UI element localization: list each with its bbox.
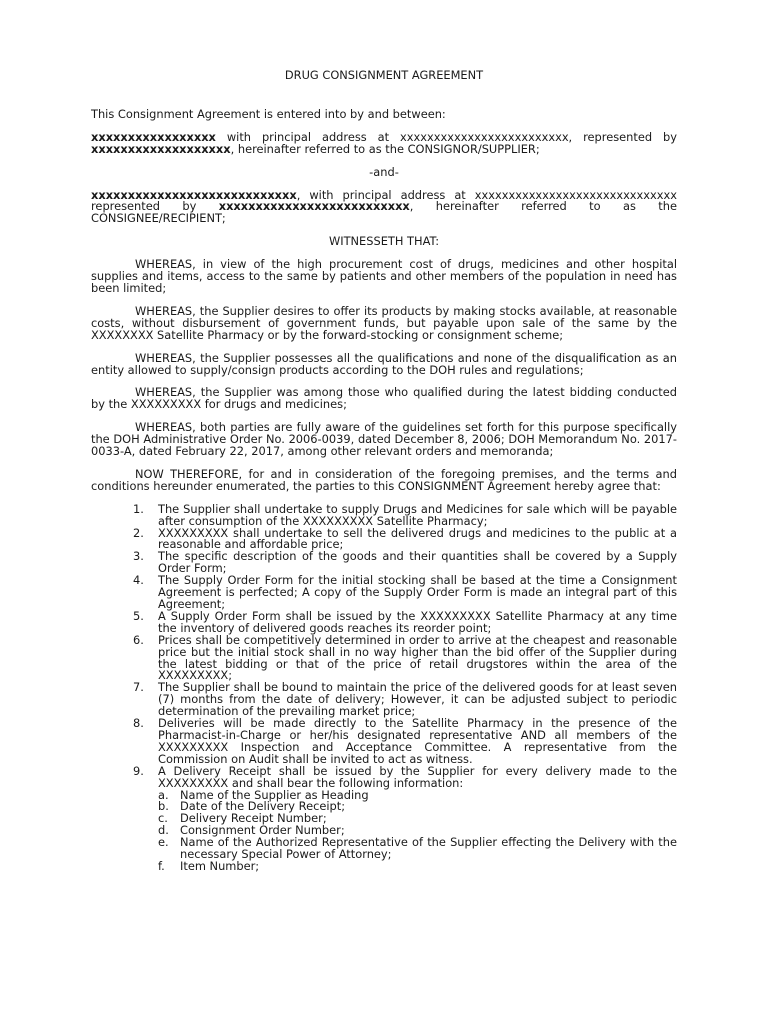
receipt-info-letter: c. — [158, 811, 168, 826]
receipt-info-text: Name of the Supplier as Heading — [180, 787, 369, 802]
receipt-info-list — [158, 787, 677, 873]
receipt-info-letter: d. — [158, 823, 169, 838]
consignor-representative: xxxxxxxxxxxxxxxxxxx — [91, 141, 231, 156]
term-number: 4. — [133, 573, 144, 588]
receipt-info-text: Date of the Delivery Receipt; — [180, 799, 346, 814]
term-number: 2. — [133, 525, 144, 540]
term-item — [91, 525, 677, 552]
consignee-address-text: , with principal address at xxxxxxxxxxxxxxxxxxxxxxxxxxxxxx represented by — [91, 187, 677, 214]
term-number: 9. — [133, 763, 144, 778]
intro-paragraph: This Consignment Agreement is entered into by and between: — [91, 106, 446, 121]
term-item — [91, 551, 677, 575]
consignor-name: xxxxxxxxxxxxxxxxx — [91, 129, 216, 144]
term-number: 1. — [133, 501, 144, 516]
term-text: Deliveries will be made directly to the Satellite Pharmacy in the presence of the Pharmacist-in-Charge or her/his designated representative AND all members of the XXXXXXXXX Inspection and Acceptance Committee. A representative from the Commission on Audit shall be invited to act as witness. — [158, 716, 677, 766]
receipt-info-item — [158, 858, 677, 873]
term-text: Prices shall be competitively determined in order to arrive at the cheapest and reasonable price but the initial stock shall in no way higher than the bid offer of the Supplier during the latest bidding or that of the price of retail drugstores within the area of the XXXXXXXXX; — [158, 632, 677, 683]
term-number: 6. — [133, 632, 144, 647]
consignor-address-text: with principal address at xxxxxxxxxxxxxxxxxxxxxxxxx, represented by — [215, 129, 677, 144]
term-item — [91, 632, 677, 683]
whereas-paragraph: WHEREAS, the Supplier was among those who qualified during the latest bidding conducted by the XXXXXXXXX for drugs and medicines; — [91, 385, 677, 412]
receipt-info-letter: e. — [158, 835, 169, 850]
receipt-info-letter: f. — [158, 858, 165, 873]
term-item — [91, 718, 677, 766]
receipt-info-text: Delivery Receipt Number; — [180, 811, 327, 826]
receipt-info-item — [158, 837, 677, 861]
receipt-info-text: Consignment Order Number; — [180, 823, 345, 838]
term-number: 3. — [133, 549, 144, 564]
term-text: A Delivery Receipt shall be issued by the Supplier for every delivery made to the XXXXXXXXX and shall bear the following information: — [158, 763, 677, 790]
consignee-name: xxxxxxxxxxxxxxxxxxxxxxxxxxxx — [91, 187, 297, 202]
receipt-info-text: Name of the Authorized Representative of the Supplier effecting the Delivery with the necessary Special Power of Attorney; — [180, 835, 677, 862]
term-number: 8. — [133, 716, 144, 731]
term-text: A Supply Order Form shall be issued by the XXXXXXXXX Satellite Pharmacy at any time the inventory of delivered goods reaches its reorder point; — [158, 608, 677, 635]
consignee-role-text: , hereinafter referred to as the CONSIGNEE/RECIPIENT; — [91, 199, 677, 226]
term-text: The Supplier shall be bound to maintain the price of the delivered goods for at least seven (7) months from the date of delivery; However, it can be adjusted subject to periodic determination of the prevailing market price; — [158, 680, 677, 719]
term-text: XXXXXXXXX shall undertake to sell the delivered drugs and medicines to the public at a reasonable and affordable price; — [158, 525, 677, 552]
term-text: The Supply Order Form for the initial stocking shall be based at the time a Consignment Agreement is perfected; A copy of the Supply Order Form is made an integral part of this Agreement; — [158, 573, 677, 611]
now-therefore-paragraph: NOW THEREFORE, for and in consideration of the foregoing premises, and the terms and conditions hereunder enumerated, the parties to this CONSIGNMENT Agreement hereby agree that: — [91, 466, 677, 493]
term-number: 7. — [133, 680, 144, 695]
witnesseth-heading: WITNESSETH THAT: — [328, 234, 440, 249]
receipt-info-letter: b. — [158, 799, 169, 814]
consignee-paragraph — [91, 187, 677, 226]
term-text: The Supplier shall undertake to supply Drugs and Medicines for sale which will be payable after consumption of the XXXXXXXXX Satellite Pharmacy; — [158, 501, 677, 528]
term-item — [91, 682, 677, 718]
whereas-paragraph: WHEREAS, the Supplier possesses all the qualifications and none of the disqualification as an entity allowed to supply/consign products according to the DOH rules and regulations; — [91, 350, 677, 377]
receipt-info-letter: a. — [158, 787, 169, 802]
term-item — [91, 763, 677, 873]
and-separator: -and- — [369, 164, 399, 179]
consignor-paragraph — [91, 129, 677, 156]
consignee-representative: xxxxxxxxxxxxxxxxxxxxxxxxxx — [218, 199, 410, 214]
whereas-paragraph: WHEREAS, the Supplier desires to offer its products by making stocks available, at reasonable costs, without disbursement of government funds, but payable upon sale of the same by the XXXXXXXX Satellite Pharmacy or by the forward-stocking or consignment scheme; — [91, 303, 677, 342]
document-title: DRUG CONSIGNMENT AGREEMENT — [284, 68, 484, 82]
term-item — [91, 501, 677, 528]
terms-list — [91, 501, 677, 873]
term-item — [91, 575, 677, 611]
term-number: 5. — [133, 608, 144, 623]
receipt-info-text: Item Number; — [180, 858, 260, 873]
term-item — [91, 608, 677, 635]
consignor-role-text: , hereinafter referred to as the CONSIGNOR/SUPPLIER; — [230, 141, 540, 156]
whereas-paragraph: WHEREAS, in view of the high procurement cost of drugs, medicines and other hospital supplies and items, access to the same by patients and other members of the population in need has been limited; — [91, 257, 677, 295]
term-text: The specific description of the goods and their quantities shall be covered by a Supply Order Form; — [158, 549, 677, 576]
whereas-paragraph: WHEREAS, both parties are fully aware of the guidelines set forth for this purpose specifically the DOH Administrative Order No. 2006-0039, dated December 8, 2006; DOH Memorandum No. 2017-0033-A, dated February 22, 2017, among other relevant orders and memoranda; — [91, 420, 677, 459]
